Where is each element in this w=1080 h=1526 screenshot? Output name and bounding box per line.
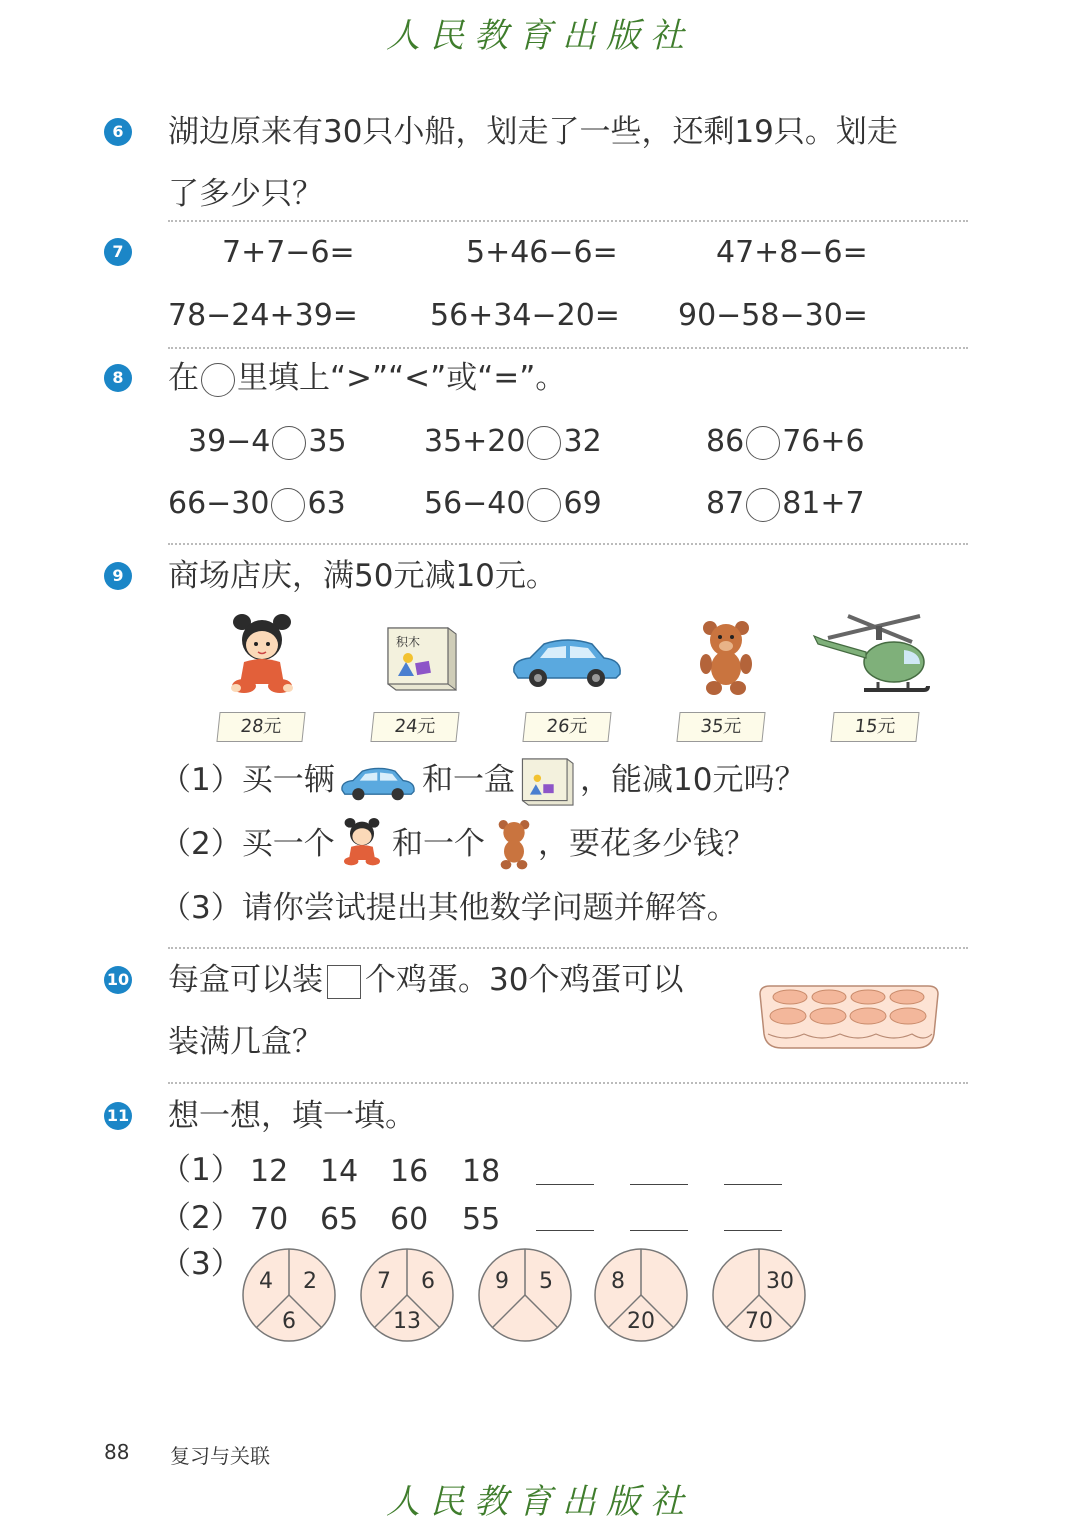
compare-right: 81+7 — [782, 486, 865, 521]
subquestion-label: （3） — [160, 890, 242, 926]
question-number-6: 6 — [104, 118, 132, 146]
number-circle — [592, 1246, 690, 1344]
answer-box-input[interactable] — [327, 965, 361, 999]
q9-subquestion-1 — [160, 760, 335, 800]
subquestion-text: 买一辆 — [241, 762, 335, 798]
answer-blank[interactable] — [724, 1184, 782, 1185]
circle-value: 2 — [303, 1269, 317, 1294]
teddy-bear-icon — [696, 618, 756, 696]
subquestion-label: （1） — [160, 762, 242, 798]
circle-value: 4 — [259, 1269, 273, 1294]
compare-right: 35 — [308, 424, 347, 459]
question-number-11: 11 — [104, 1102, 132, 1130]
compare-right: 69 — [563, 486, 602, 521]
doll-icon — [222, 612, 302, 696]
q6-text-line1: 湖边原来有30只小船，划走了一些，还剩19只。划走 — [168, 114, 898, 150]
circle-value: 70 — [745, 1309, 773, 1334]
sequence-label: （1） — [160, 1152, 242, 1188]
q11-prompt: 想一想，填一填。 — [168, 1098, 416, 1134]
circle-value: 7 — [377, 1269, 391, 1294]
q8-comparison — [188, 422, 347, 462]
compare-left: 66−30 — [168, 486, 270, 521]
answer-blank[interactable] — [630, 1184, 688, 1185]
toy-car-icon — [338, 764, 418, 804]
answer-blank[interactable] — [724, 1230, 782, 1231]
answer-blank[interactable] — [536, 1184, 594, 1185]
egg-carton-icon — [756, 984, 942, 1054]
price-tag: 15元 — [830, 712, 919, 742]
sequence-label: （3） — [160, 1246, 242, 1282]
compare-right: 63 — [307, 486, 346, 521]
compare-left: 56−40 — [424, 486, 526, 521]
q10-text-line1 — [168, 960, 683, 1000]
compare-circle-input[interactable] — [271, 488, 305, 522]
circle-value: 9 — [495, 1269, 509, 1294]
section-title: 复习与关联 — [170, 1444, 270, 1468]
price-tag: 24元 — [370, 712, 459, 742]
compare-right: 32 — [563, 424, 602, 459]
number-circle — [710, 1246, 808, 1344]
sequence-number: 14 — [320, 1154, 359, 1189]
q8-prompt-end: 里填上“>”“<”或“=”。 — [237, 360, 567, 396]
doll-icon — [338, 816, 386, 868]
question-number-7: 7 — [104, 238, 132, 266]
q8-comparison — [706, 484, 865, 524]
publisher-watermark-top: 人民教育出版社 — [386, 16, 694, 56]
circle-value: 5 — [539, 1269, 553, 1294]
q9-prompt: 商场店庆，满50元减10元。 — [168, 558, 557, 594]
circle-value: 20 — [627, 1309, 655, 1334]
subquestion-text: 买一个 — [241, 826, 335, 862]
sequence-number: 55 — [462, 1202, 501, 1237]
compare-circle-input[interactable] — [746, 488, 780, 522]
sequence-number: 12 — [250, 1154, 289, 1189]
subquestion-text: 请你尝试提出其他数学问题并解答。 — [241, 890, 738, 926]
compare-circle-input[interactable] — [272, 426, 306, 460]
price-tag: 28元 — [216, 712, 305, 742]
q8-comparison — [706, 422, 865, 462]
compare-circle-icon — [201, 363, 235, 397]
q10-text-end: 个鸡蛋。30个鸡蛋可以 — [365, 962, 684, 998]
compare-left: 35+20 — [424, 424, 526, 459]
sequence-label: （2） — [160, 1200, 242, 1236]
price-tag: 26元 — [522, 712, 611, 742]
q9-subquestion-3 — [160, 888, 738, 928]
circle-value: 30 — [766, 1269, 794, 1294]
q8-prompt-start: 在 — [168, 360, 199, 396]
divider — [168, 347, 968, 349]
sequence-number: 65 — [320, 1202, 359, 1237]
compare-left: 87 — [706, 486, 745, 521]
divider — [168, 220, 968, 222]
helicopter-icon — [808, 612, 930, 698]
q7-equation: 5+46−6= — [466, 235, 618, 270]
page-number: 88 — [104, 1440, 130, 1464]
sequence-number: 60 — [390, 1202, 429, 1237]
compare-circle-input[interactable] — [746, 426, 780, 460]
q7-equation: 90−58−30= — [678, 298, 868, 333]
blocks-box-label: 积木 — [396, 635, 421, 649]
q9-subquestion-2-end: ，要花多少钱？ — [538, 826, 755, 862]
q7-equation: 47+8−6= — [716, 235, 868, 270]
toy-car-icon — [508, 634, 626, 692]
question-number-9: 9 — [104, 562, 132, 590]
compare-circle-input[interactable] — [527, 488, 561, 522]
publisher-watermark-bottom: 人民教育出版社 — [386, 1482, 694, 1522]
compare-right: 76+6 — [782, 424, 865, 459]
number-circle — [358, 1246, 456, 1344]
number-circle — [240, 1246, 338, 1344]
circle-value: 13 — [393, 1309, 421, 1334]
q8-comparison — [168, 484, 346, 524]
divider — [168, 543, 968, 545]
compare-circle-input[interactable] — [527, 426, 561, 460]
teddy-bear-icon — [494, 818, 534, 870]
sequence-number: 70 — [250, 1202, 289, 1237]
circle-value: 8 — [611, 1269, 625, 1294]
q8-prompt — [168, 358, 566, 398]
sequence-number: 18 — [462, 1154, 501, 1189]
q7-equation: 56+34−20= — [430, 298, 620, 333]
circle-value: 6 — [421, 1269, 435, 1294]
q10-text-line2: 装满几盒？ — [168, 1024, 323, 1060]
blocks-box-icon — [382, 624, 460, 694]
answer-blank[interactable] — [630, 1230, 688, 1231]
q6-text-line2: 了多少只？ — [168, 176, 323, 212]
question-number-8: 8 — [104, 364, 132, 392]
compare-left: 86 — [706, 424, 745, 459]
q8-comparison — [424, 484, 602, 524]
blocks-box-icon — [518, 756, 576, 808]
q8-comparison — [424, 422, 602, 462]
divider — [168, 947, 968, 949]
sequence-number: 16 — [390, 1154, 429, 1189]
price-tag: 35元 — [676, 712, 765, 742]
question-number-10: 10 — [104, 966, 132, 994]
circle-value: 6 — [282, 1309, 296, 1334]
answer-blank[interactable] — [536, 1230, 594, 1231]
q9-subquestion-1-mid: 和一盒 — [422, 762, 515, 798]
subquestion-label: （2） — [160, 826, 242, 862]
number-circle — [476, 1246, 574, 1344]
q9-subquestion-1-end: ，能减10元吗？ — [580, 762, 806, 798]
q7-equation: 78−24+39= — [168, 298, 358, 333]
q9-subquestion-2 — [160, 824, 335, 864]
q7-equation: 7+7−6= — [222, 235, 355, 270]
q10-text-start: 每盒可以装 — [168, 962, 323, 998]
compare-left: 39−4 — [188, 424, 271, 459]
q9-subquestion-2-mid: 和一个 — [392, 826, 485, 862]
divider — [168, 1082, 968, 1084]
